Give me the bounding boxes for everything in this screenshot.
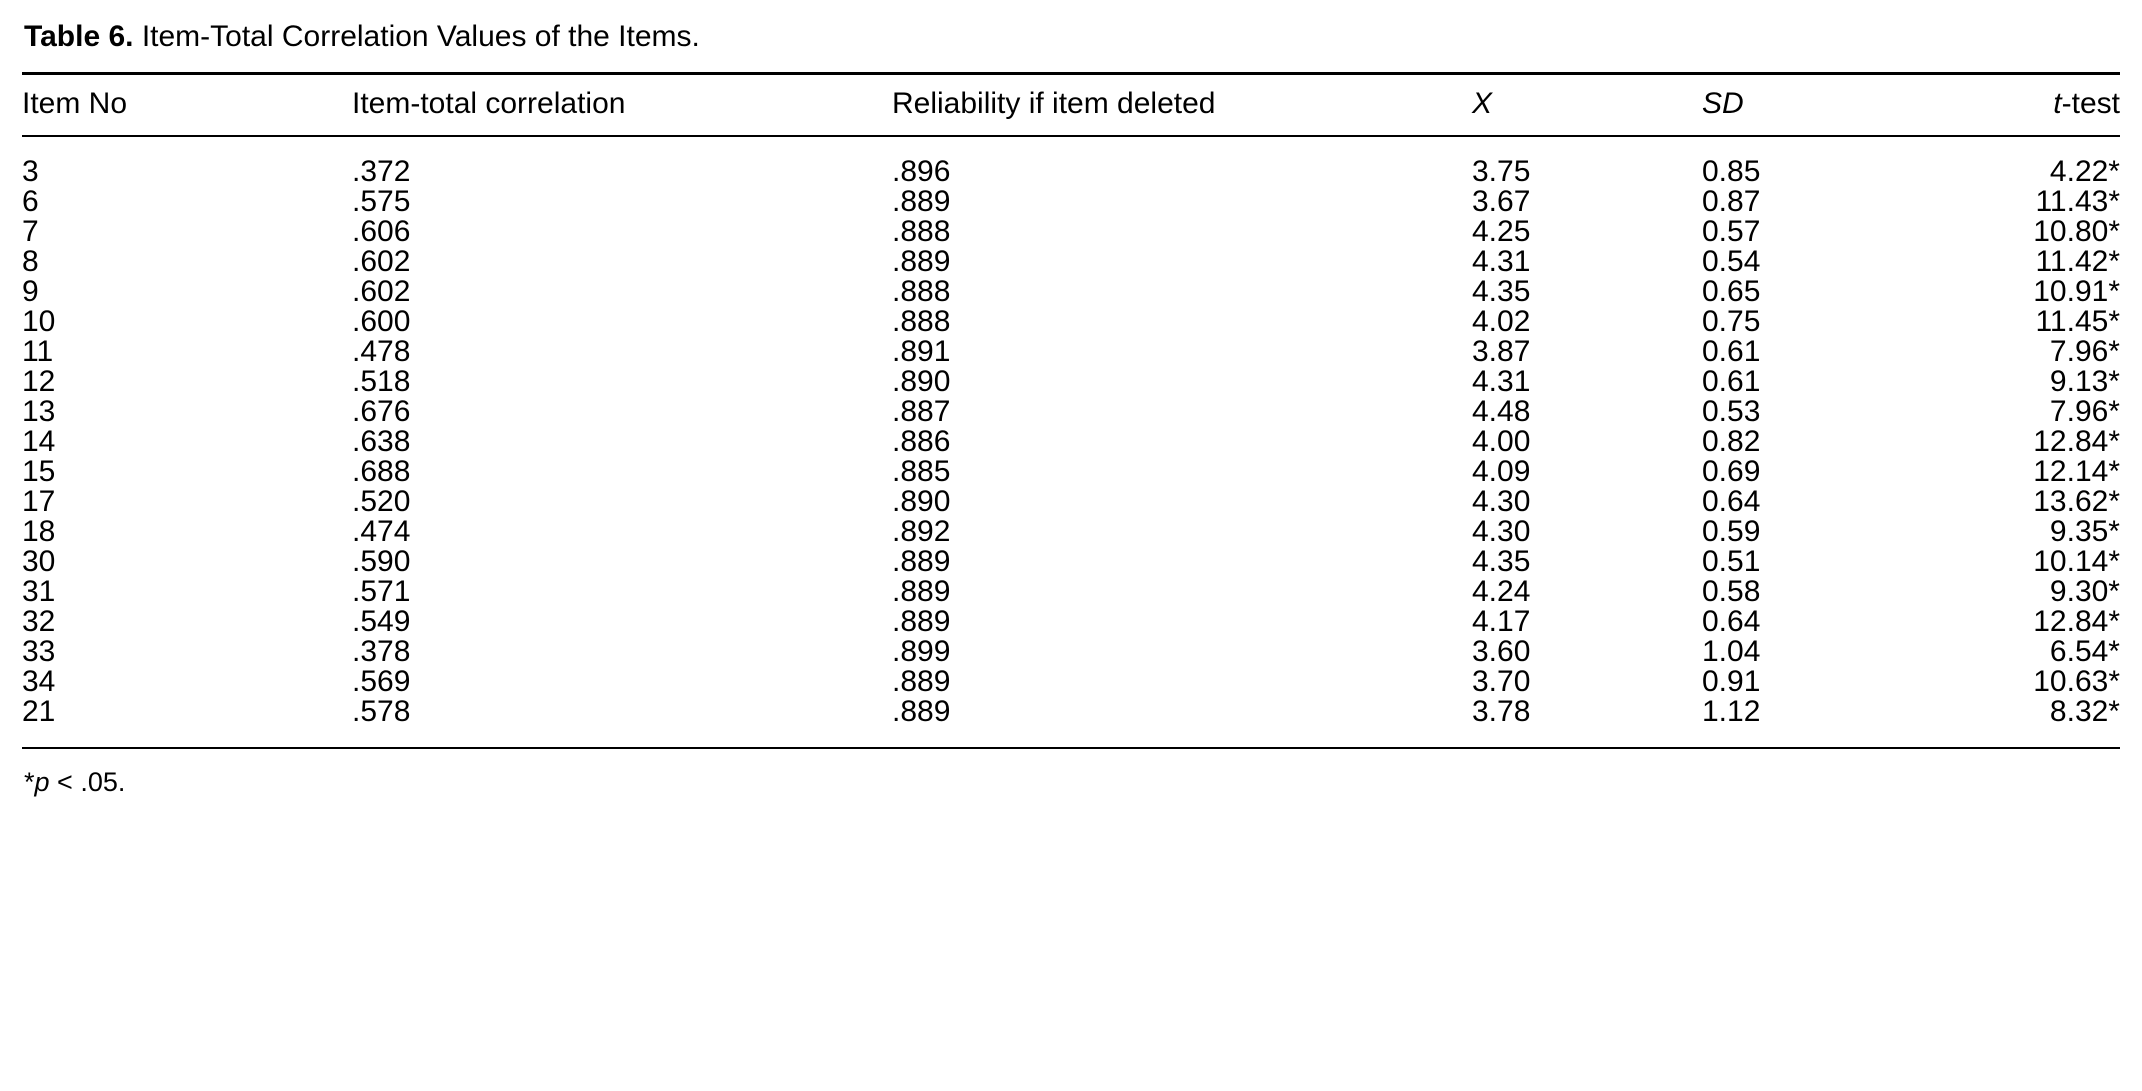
cell-item-no: 3 bbox=[22, 154, 39, 188]
cell-reliability-if-item-deleted: .889 bbox=[892, 664, 951, 698]
cell-mean: 4.35 bbox=[1472, 544, 1531, 578]
table-row bbox=[22, 607, 2120, 637]
cell-t-test: 8.32* bbox=[1922, 697, 2120, 748]
column-header-item-total-correlation: Item-total correlation bbox=[352, 73, 892, 136]
cell-sd: 0.54 bbox=[1702, 244, 1761, 278]
cell-item-no: 12 bbox=[22, 364, 56, 398]
table-row bbox=[22, 577, 2120, 607]
cell-t-test: 11.43* bbox=[2035, 184, 2120, 218]
column-header-item-no: Item No bbox=[22, 73, 352, 136]
cell-item-total-correlation: .606 bbox=[352, 214, 411, 248]
cell-sd: 0.64 bbox=[1702, 484, 1761, 518]
cell-mean: 4.02 bbox=[1472, 304, 1531, 338]
cell-mean: 4.31 bbox=[1472, 364, 1531, 398]
table-caption bbox=[24, 18, 2120, 56]
cell-item-total-correlation: .520 bbox=[352, 484, 411, 518]
table-row bbox=[22, 487, 2120, 517]
table-row bbox=[22, 397, 2120, 427]
footnote-star: * bbox=[24, 766, 35, 797]
cell-reliability-if-item-deleted: .887 bbox=[892, 394, 951, 428]
table-row bbox=[22, 217, 2120, 247]
cell-mean: 4.17 bbox=[1472, 604, 1531, 638]
cell-t-test: 7.96* bbox=[2049, 334, 2120, 368]
table-header-row bbox=[22, 73, 2120, 136]
item-total-correlation-table bbox=[22, 72, 2120, 749]
cell-t-test: 9.13* bbox=[2049, 364, 2120, 398]
cell-item-total-correlation: .602 bbox=[352, 244, 411, 278]
cell-mean: 3.67 bbox=[1472, 184, 1531, 218]
cell-mean: 3.70 bbox=[1472, 664, 1531, 698]
table-row bbox=[22, 337, 2120, 367]
cell-item-total-correlation: .474 bbox=[352, 514, 411, 548]
cell-mean: 4.00 bbox=[1472, 424, 1531, 458]
cell-sd: 0.91 bbox=[1702, 664, 1761, 698]
cell-t-test: 10.80* bbox=[2033, 214, 2120, 248]
cell-mean: 3.60 bbox=[1472, 634, 1531, 668]
cell-reliability-if-item-deleted: .889 bbox=[892, 604, 951, 638]
cell-sd: 0.51 bbox=[1702, 544, 1761, 578]
cell-item-no: 17 bbox=[22, 484, 56, 518]
cell-reliability-if-item-deleted: .899 bbox=[892, 634, 951, 668]
cell-item-total-correlation: .590 bbox=[352, 544, 411, 578]
cell-sd: 0.53 bbox=[1702, 394, 1761, 428]
cell-mean: 4.31 bbox=[1472, 244, 1531, 278]
cell-sd: 1.04 bbox=[1702, 634, 1761, 668]
cell-item-no: 6 bbox=[22, 184, 39, 218]
cell-item-total-correlation: .602 bbox=[352, 274, 411, 308]
table-body bbox=[22, 136, 2120, 748]
column-header-t-symbol: t bbox=[2053, 86, 2062, 120]
cell-item-total-correlation: .549 bbox=[352, 604, 411, 638]
cell-item-no: 14 bbox=[22, 424, 56, 458]
cell-item-total-correlation: .600 bbox=[352, 304, 411, 338]
cell-t-test: 12.84* bbox=[2033, 604, 2120, 638]
table-caption-label: Table 6. bbox=[24, 20, 134, 53]
table-footnote bbox=[24, 767, 2120, 798]
cell-item-total-correlation: .569 bbox=[352, 664, 411, 698]
cell-sd: 0.64 bbox=[1702, 604, 1761, 638]
column-header-mean-symbol: X bbox=[1472, 86, 1493, 120]
cell-sd: 1.12 bbox=[1702, 697, 1922, 748]
cell-item-no: 7 bbox=[22, 214, 39, 248]
cell-reliability-if-item-deleted: .888 bbox=[892, 274, 951, 308]
column-header-sd-symbol: SD bbox=[1702, 86, 1744, 120]
cell-t-test: 9.30* bbox=[2049, 574, 2120, 608]
cell-reliability-if-item-deleted: .888 bbox=[892, 304, 951, 338]
cell-item-no: 13 bbox=[22, 394, 56, 428]
cell-mean: 4.24 bbox=[1472, 574, 1531, 608]
table-row bbox=[22, 427, 2120, 457]
cell-item-no: 31 bbox=[22, 574, 56, 608]
cell-item-no: 9 bbox=[22, 274, 39, 308]
table-row bbox=[22, 667, 2120, 697]
cell-item-no: 11 bbox=[22, 334, 54, 368]
column-header-mean bbox=[1472, 73, 1702, 136]
table-row bbox=[22, 247, 2120, 277]
cell-mean: 4.25 bbox=[1472, 214, 1531, 248]
cell-item-total-correlation: .638 bbox=[352, 424, 411, 458]
column-header-t-suffix: -test bbox=[2061, 86, 2120, 120]
column-header-t-test bbox=[1922, 73, 2120, 136]
cell-item-total-correlation: .372 bbox=[352, 154, 411, 188]
cell-item-total-correlation: .688 bbox=[352, 454, 411, 488]
cell-mean: 4.09 bbox=[1472, 454, 1531, 488]
cell-mean: 4.30 bbox=[1472, 514, 1531, 548]
cell-sd: 0.82 bbox=[1702, 424, 1761, 458]
cell-item-total-correlation: .578 bbox=[352, 697, 892, 748]
cell-t-test: 11.42* bbox=[2035, 244, 2120, 278]
cell-item-no: 15 bbox=[22, 454, 56, 488]
cell-reliability-if-item-deleted: .888 bbox=[892, 214, 951, 248]
cell-reliability-if-item-deleted: .889 bbox=[892, 697, 1472, 748]
cell-mean: 4.48 bbox=[1472, 394, 1531, 428]
cell-sd: 0.58 bbox=[1702, 574, 1761, 608]
cell-mean: 3.75 bbox=[1472, 154, 1531, 188]
cell-item-no: 32 bbox=[22, 604, 56, 638]
table-row bbox=[22, 547, 2120, 577]
table-row bbox=[22, 187, 2120, 217]
cell-reliability-if-item-deleted: .890 bbox=[892, 364, 951, 398]
cell-item-no: 21 bbox=[22, 697, 352, 748]
cell-sd: 0.75 bbox=[1702, 304, 1761, 338]
cell-mean: 3.78 bbox=[1472, 697, 1702, 748]
cell-reliability-if-item-deleted: .891 bbox=[892, 334, 951, 368]
table-row bbox=[22, 697, 2120, 748]
cell-sd: 0.61 bbox=[1702, 364, 1761, 398]
cell-item-no: 30 bbox=[22, 544, 56, 578]
cell-t-test: 12.14* bbox=[2033, 454, 2120, 488]
cell-reliability-if-item-deleted: .896 bbox=[892, 154, 951, 188]
table-row bbox=[22, 307, 2120, 337]
cell-mean: 3.87 bbox=[1472, 334, 1531, 368]
cell-t-test: 4.22* bbox=[2049, 154, 2120, 188]
cell-reliability-if-item-deleted: .889 bbox=[892, 244, 951, 278]
table-row bbox=[22, 457, 2120, 487]
column-header-reliability-if-item-deleted: Reliability if item deleted bbox=[892, 73, 1472, 136]
cell-item-total-correlation: .478 bbox=[352, 334, 411, 368]
table-caption-text: Item-Total Correlation Values of the Items. bbox=[141, 20, 700, 53]
cell-t-test: 10.91* bbox=[2033, 274, 2120, 308]
footnote-rest: < .05. bbox=[49, 766, 126, 797]
cell-sd: 0.57 bbox=[1702, 214, 1761, 248]
cell-t-test: 11.45* bbox=[2035, 304, 2120, 338]
table-row bbox=[22, 367, 2120, 397]
cell-item-total-correlation: .518 bbox=[352, 364, 411, 398]
cell-sd: 0.61 bbox=[1702, 334, 1761, 368]
cell-item-no: 18 bbox=[22, 514, 56, 548]
table-row bbox=[22, 277, 2120, 307]
cell-item-no: 8 bbox=[22, 244, 39, 278]
cell-t-test: 10.63* bbox=[2033, 664, 2120, 698]
cell-sd: 0.85 bbox=[1702, 154, 1761, 188]
cell-sd: 0.87 bbox=[1702, 184, 1761, 218]
table-row bbox=[22, 637, 2120, 667]
cell-reliability-if-item-deleted: .889 bbox=[892, 544, 951, 578]
cell-t-test: 10.14* bbox=[2033, 544, 2120, 578]
column-header-sd bbox=[1702, 73, 1922, 136]
cell-mean: 4.30 bbox=[1472, 484, 1531, 518]
cell-reliability-if-item-deleted: .892 bbox=[892, 514, 951, 548]
cell-item-no: 33 bbox=[22, 634, 56, 668]
cell-reliability-if-item-deleted: .890 bbox=[892, 484, 951, 518]
cell-item-no: 10 bbox=[22, 304, 56, 338]
cell-item-no: 34 bbox=[22, 664, 56, 698]
cell-t-test: 12.84* bbox=[2033, 424, 2120, 458]
cell-sd: 0.65 bbox=[1702, 274, 1761, 308]
cell-sd: 0.69 bbox=[1702, 454, 1761, 488]
cell-reliability-if-item-deleted: .885 bbox=[892, 454, 951, 488]
cell-item-total-correlation: .575 bbox=[352, 184, 411, 218]
cell-reliability-if-item-deleted: .889 bbox=[892, 574, 951, 608]
cell-sd: 0.59 bbox=[1702, 514, 1761, 548]
cell-t-test: 6.54* bbox=[2049, 634, 2120, 668]
cell-mean: 4.35 bbox=[1472, 274, 1531, 308]
cell-reliability-if-item-deleted: .886 bbox=[892, 424, 951, 458]
table-header bbox=[22, 73, 2120, 136]
table-row bbox=[22, 136, 2120, 187]
footnote-p-symbol: p bbox=[34, 766, 50, 797]
cell-item-total-correlation: .676 bbox=[352, 394, 411, 428]
cell-item-total-correlation: .378 bbox=[352, 634, 411, 668]
cell-t-test: 13.62* bbox=[2033, 484, 2120, 518]
cell-t-test: 7.96* bbox=[2049, 394, 2120, 428]
cell-item-total-correlation: .571 bbox=[352, 574, 411, 608]
cell-t-test: 9.35* bbox=[2049, 514, 2120, 548]
table-row bbox=[22, 517, 2120, 547]
cell-reliability-if-item-deleted: .889 bbox=[892, 184, 951, 218]
